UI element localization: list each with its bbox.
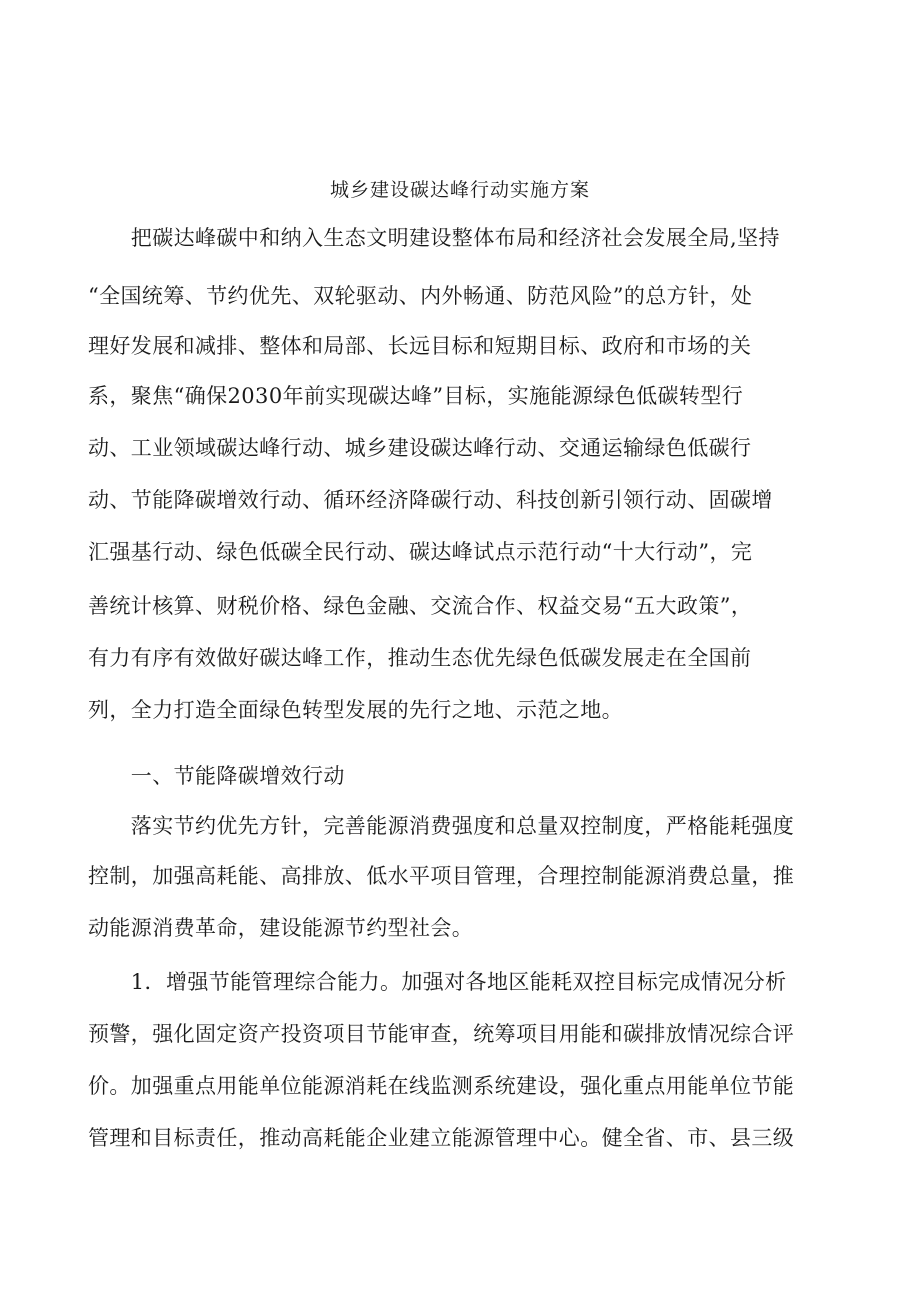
item-line-2: 预警，强化固定资产投资项目节能审查，统筹项目用能和碳排放情况综合评 — [88, 1022, 795, 1046]
intro-line-8: 善统计核算、财税价格、绿色金融、交流合作、权益交易“五大政策”， — [88, 594, 753, 618]
intro-line-2: “全国统筹、节约优先、双轮驱动、内外畅通、防范风险”的总方针，处 — [88, 284, 753, 308]
intro-line-6: 动、节能降碳增效行动、循环经济降碳行动、科技创新引领行动、固碳增 — [88, 488, 773, 512]
intro-line-4: 系，聚焦“确保2030年前实现碳达峰”目标，实施能源绿色低碳转型行 — [88, 384, 744, 408]
item-line-1: 1．增强节能管理综合能力。加强对各地区能耗双控目标完成情况分析 — [88, 970, 787, 994]
intro-line-9: 有力有序有效做好碳达峰工作，推动生态优先绿色低碳发展走在全国前 — [88, 646, 752, 670]
intro-line-10: 列，全力打造全面绿色转型发展的先行之地、示范之地。 — [88, 698, 623, 722]
intro-line-5: 动、工业领域碳达峰行动、城乡建设碳达峰行动、交通运输绿色低碳行 — [88, 436, 752, 460]
document-title: 城乡建设碳达峰行动实施方案 — [329, 179, 590, 201]
item-line-3: 价。加强重点用能单位能源消耗在线监测系统建设，强化重点用能单位节能 — [88, 1074, 795, 1098]
section-line-1: 落实节约优先方针，完善能源消费强度和总量双控制度，严格能耗强度 — [88, 814, 795, 838]
intro-line-1: 把碳达峰碳中和纳入生态文明建设整体布局和经济社会发展全局,坚持 — [88, 226, 780, 250]
section-heading: 一、节能降碳增效行动 — [88, 764, 345, 788]
section-line-2: 控制，加强高耗能、高排放、低水平项目管理，合理控制能源消费总量，推 — [88, 864, 795, 888]
intro-line-3: 理好发展和减排、整体和局部、长远目标和短期目标、政府和市场的关 — [88, 334, 752, 358]
item-line-4: 管理和目标责任，推动高耗能企业建立能源管理中心。健全省、市、县三级 — [88, 1126, 795, 1150]
intro-line-7: 汇强基行动、绿色低碳全民行动、碳达峰试点示范行动“十大行动”，完 — [88, 540, 753, 564]
section-line-3: 动能源消费革命，建设能源节约型社会。 — [88, 916, 474, 940]
